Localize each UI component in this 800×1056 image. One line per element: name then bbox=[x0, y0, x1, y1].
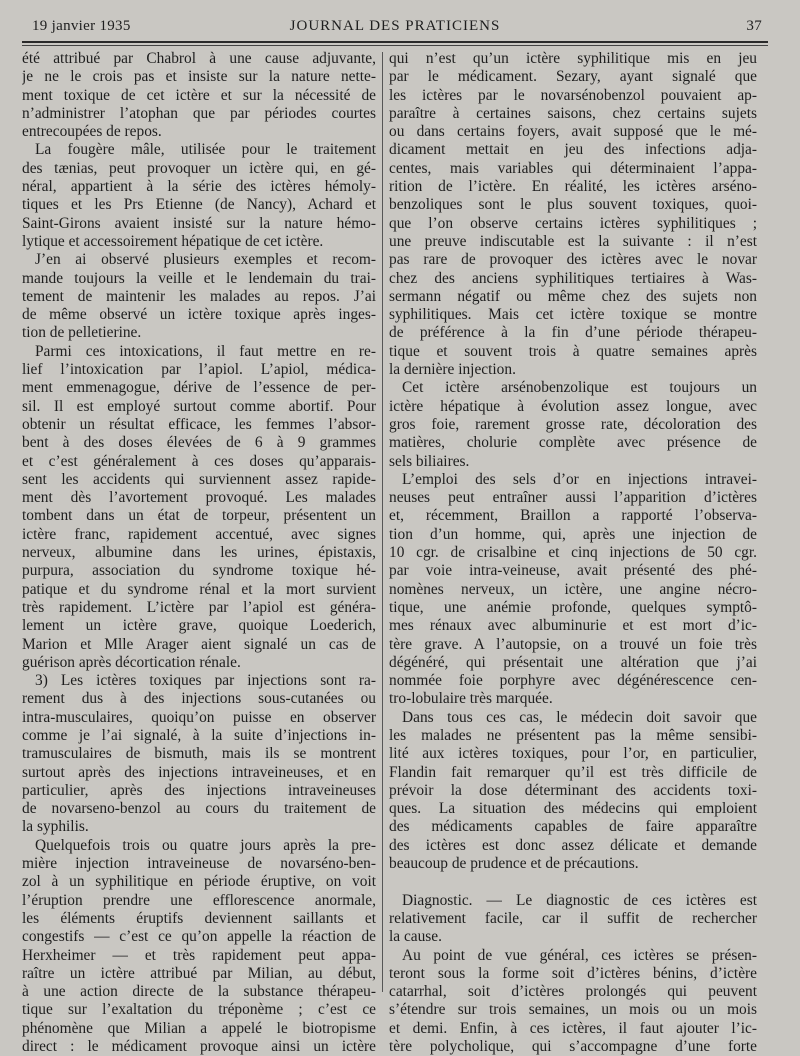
text-line: entrecoupées de repos. bbox=[22, 123, 162, 141]
page-header bbox=[22, 18, 768, 40]
text-line: une preuve indiscutable est la suivante : il n’est bbox=[389, 232, 757, 250]
text-line: je ne le crois pas et insiste sur la nature nette- bbox=[22, 68, 376, 86]
text-line: ment emmenagogue, dérive de l’essence de per- bbox=[22, 379, 376, 397]
text-line: lytique et accessoirement hépatique de cet ictère. bbox=[22, 232, 324, 250]
text-line: intra-musculaires, quoiqu’on puisse en observer bbox=[22, 708, 376, 726]
text-line: sil. Il est employé surtout comme abortif. Pour bbox=[22, 397, 376, 415]
header-date: 19 janvier 1935 bbox=[32, 18, 131, 34]
text-line: et demi. Enfin, à ces ictères, il faut ajouter l’ic- bbox=[389, 1019, 757, 1037]
text-line: guérison après décortication rénale. bbox=[22, 653, 241, 671]
header-rule bbox=[22, 41, 768, 43]
text-line: par le médicament. Sezary, ayant signalé que bbox=[389, 68, 757, 86]
text-line: ment toxique de cet ictère et sur la nécessité de bbox=[22, 86, 376, 104]
text-line: la dernière injection. bbox=[389, 361, 516, 379]
header-journal-title: JOURNAL DES PRATICIENS bbox=[289, 18, 501, 34]
text-line: centes, mais variables qui déterminaient l’appa- bbox=[389, 159, 757, 177]
text-line: de même observé un ictère toxique après inges- bbox=[22, 306, 376, 324]
text-line: tion d’un homme, qui, après une injection de bbox=[389, 525, 757, 543]
text-line: J’en ai observé plusieurs exemples et recom- bbox=[35, 251, 376, 269]
text-line: purpura, association du syndrome toxique hé- bbox=[22, 562, 376, 580]
text-line: prévoir la dose déterminant des accidents toxi- bbox=[389, 781, 757, 799]
text-line: Marion et Mlle Arager aient signalé un cas de bbox=[22, 635, 376, 653]
text-line: que l’on observe certains ictères syphilitiques ; bbox=[389, 214, 757, 232]
text-line: de préférence à la fin d’une période thérapeu- bbox=[389, 324, 757, 342]
text-line: 10 cgr. de crisalbine et cinq injections de 50 cgr. bbox=[389, 544, 757, 562]
text-line: et c’est généralement à ces doses qu’apparais- bbox=[22, 452, 376, 470]
text-line: les éléments éruptifs deviennent saillants et bbox=[22, 909, 376, 927]
text-line: l’éruption prendre une efflorescence anormale, bbox=[22, 891, 376, 909]
text-line: catarrhal, soit d’ictères prolongés qui peuvent bbox=[389, 983, 757, 1001]
text-line: ment dès l’avortement provoqué. Les malades bbox=[22, 489, 376, 507]
text-line: et, récemment, Braillon a rapporté l’observa- bbox=[389, 507, 757, 525]
header-rule-thin bbox=[22, 45, 768, 46]
text-line: surtout après des injections intraveineuses, et en bbox=[22, 763, 376, 781]
text-line: syphilitiques. Mais cet ictère toxique se montre bbox=[389, 306, 757, 324]
text-line: nerveux, albumine dans les urines, épistaxis, bbox=[22, 544, 376, 562]
text-line: tère polycholique, qui s’accompagne d’une forte bbox=[389, 1038, 757, 1056]
text-line: rition de l’ictère. En réalité, les ictères arséno- bbox=[389, 178, 757, 196]
text-line: Quelquefois trois ou quatre jours après la pre- bbox=[35, 836, 376, 854]
text-line: de novarseno-benzol au cours du traitement de bbox=[22, 800, 376, 818]
text-line: n’administrer l’atophan que par périodes courtes bbox=[22, 104, 376, 122]
text-line: paraître à certaines saisons, chez certains sujets bbox=[389, 104, 757, 122]
text-line: lement un ictère grave, quoique Loederich, bbox=[22, 617, 376, 635]
text-line: L’emploi des sels d’or en injections intravei- bbox=[402, 470, 757, 488]
text-line: sermann négatif ou même chez des sujets non bbox=[389, 287, 757, 305]
text-line: neuses peut entraîner aussi l’apparition d’ictères bbox=[389, 489, 757, 507]
text-line: direct : le médicament provoque ainsi un ictère bbox=[22, 1038, 376, 1056]
text-line: nommée foie porphyre avec dégénérescence cen- bbox=[389, 672, 757, 690]
text-line: mes rénaux avec albuminurie et est mort d’ic- bbox=[389, 617, 757, 635]
text-line: La fougère mâle, utilisée pour le traitement bbox=[35, 141, 376, 159]
text-line: Parmi ces intoxications, il faut mettre en re- bbox=[35, 342, 376, 360]
text-line: tiques et les Prs Etienne (de Nancy), Achard et bbox=[22, 196, 376, 214]
text-line: bent à des doses élevées de 6 à 9 grammes bbox=[22, 434, 376, 452]
right-column bbox=[389, 50, 757, 1056]
text-line: relativement facile, car il suffit de rechercher bbox=[389, 909, 757, 927]
text-line: s’étendre sur trois semaines, un mois ou un mois bbox=[389, 1001, 757, 1019]
text-line: à une action directe de la substance thérapeu- bbox=[22, 983, 376, 1001]
text-line: ques. La situation des médecins qui emploient bbox=[389, 800, 757, 818]
text-line: très rapidement. L’ictère par l’apiol est généra- bbox=[22, 598, 376, 616]
text-line: des tænias, peut provoquer un ictère qui, en gé- bbox=[22, 159, 376, 177]
text-line: obtenir un résultat efficace, les femmes l’absor- bbox=[22, 415, 376, 433]
text-line: les ictères par le novarsénobenzol pouvaient ap- bbox=[389, 86, 757, 104]
text-line: tramusculaires de bismuth, mais ils se montrent bbox=[22, 745, 376, 763]
text-line: ictère hépatique à évolution assez longue, avec bbox=[389, 397, 757, 415]
left-column bbox=[22, 50, 376, 1056]
text-line bbox=[389, 873, 757, 891]
text-line: lité aux ictères toxiques, pour l’or, en particulier, bbox=[389, 745, 757, 763]
header-page-number: 37 bbox=[746, 18, 762, 34]
text-line: congestifs — c’est ce qu’on appelle la réaction de bbox=[22, 928, 376, 946]
text-line: Saint-Girons avaient insisté sur la nature hémo- bbox=[22, 214, 376, 232]
text-line: matières, cholurie complète avec présence de bbox=[389, 434, 757, 452]
text-line: gros foie, rarement grosse rate, décoloration des bbox=[389, 415, 757, 433]
text-line: tro-lobulaire très marquée. bbox=[389, 690, 553, 708]
text-line: phénomène que Milian a appelé le biotropisme bbox=[22, 1019, 376, 1037]
text-line: mande toujours la veille et le lendemain du trai- bbox=[22, 269, 376, 287]
text-line: chez des anciens syphilitiques tertiaires à Was- bbox=[389, 269, 757, 287]
text-line: tion de pelletierine. bbox=[22, 324, 142, 342]
text-line: Diagnostic. — Le diagnostic de ces ictères est bbox=[402, 891, 757, 909]
text-line: la cause. bbox=[389, 928, 442, 946]
text-line: Dans tous ces cas, le médecin doit savoir que bbox=[402, 708, 757, 726]
text-line: comme je l’ai signalé, à la suite d’injections in- bbox=[22, 726, 376, 744]
text-line: ictère franc, rapidement accentué, avec signes bbox=[22, 525, 376, 543]
text-line: Au point de vue général, ces ictères se présen- bbox=[402, 946, 757, 964]
text-line: sent les accidents qui surviennent assez rapide- bbox=[22, 470, 376, 488]
text-line: mière injection intraveineuse de novarséno-ben- bbox=[22, 855, 376, 873]
text-line: lief l’intoxication par l’apiol. L’apiol, médica- bbox=[22, 361, 376, 379]
text-line: beaucoup de prudence et de précautions. bbox=[389, 855, 639, 873]
text-line: des médicaments capables de faire apparaître bbox=[389, 818, 757, 836]
text-line: sels biliaires. bbox=[389, 452, 470, 470]
text-line: été attribué par Chabrol à une cause adjuvante, bbox=[22, 50, 376, 67]
text-line: patique et du syndrome rénal et la mort survient bbox=[22, 580, 376, 598]
text-line: la syphilis. bbox=[22, 818, 89, 836]
text-line: qui n’est qu’un ictère syphilitique mis en jeu bbox=[389, 50, 757, 67]
text-line: benzoliques sont le plus souvent toxiques, quoi- bbox=[389, 196, 757, 214]
text-line: ou dans certains foyers, avait supposé que le mé- bbox=[389, 123, 757, 141]
column-divider bbox=[382, 52, 383, 992]
text-line: 3) Les ictères toxiques par injections sont ra- bbox=[35, 672, 376, 690]
text-line: dégénéré, qui présentait une altération que j’ai bbox=[389, 653, 757, 671]
text-line: pas rare de provoquer des ictères avec le novar bbox=[389, 251, 757, 269]
text-line: les malades ne présentent pas la même sensibi- bbox=[389, 726, 757, 744]
text-line: par voie intra-veineuse, avait présenté des phé- bbox=[389, 562, 757, 580]
text-line: Cet ictère arsénobenzolique est toujours un bbox=[402, 379, 757, 397]
text-line: teront sous la forme soit d’ictères bénins, d’ictère bbox=[389, 964, 757, 982]
text-line: tère grave. A l’autopsie, on a trouvé un foie très bbox=[389, 635, 757, 653]
text-line: néral, appartient à la série des ictères hémoly- bbox=[22, 178, 376, 196]
text-line: particulier, après des injections intraveineuses bbox=[22, 781, 376, 799]
text-line: zol à un syphilitique en période éruptive, on voit bbox=[22, 873, 376, 891]
text-line: tement de maintenir les malades au repos. J’ai bbox=[22, 287, 376, 305]
text-line: Flandin fait remarquer qu’il est très difficile de bbox=[389, 763, 757, 781]
text-line: tique sur l’exaltation du tréponème ; c’est ce bbox=[22, 1001, 376, 1019]
text-line: tique, une anémie profonde, quelques symptô- bbox=[389, 598, 757, 616]
text-line: Herxheimer — et très rapidement peut appa- bbox=[22, 946, 376, 964]
text-line: tique et souvent trois à quatre semaines après bbox=[389, 342, 757, 360]
text-line: dicament mettait en jeu des infections adja- bbox=[389, 141, 757, 159]
text-line: des ictères est donc assez délicate et demande bbox=[389, 836, 757, 854]
text-line: tombent dans un état de torpeur, présentent un bbox=[22, 507, 376, 525]
text-line: raître un ictère attribué par Milian, au début, bbox=[22, 964, 376, 982]
text-line: rement dus à des injections sous-cutanées ou bbox=[22, 690, 376, 708]
text-line: nomènes nerveux, un ictère, une angine nécro- bbox=[389, 580, 757, 598]
